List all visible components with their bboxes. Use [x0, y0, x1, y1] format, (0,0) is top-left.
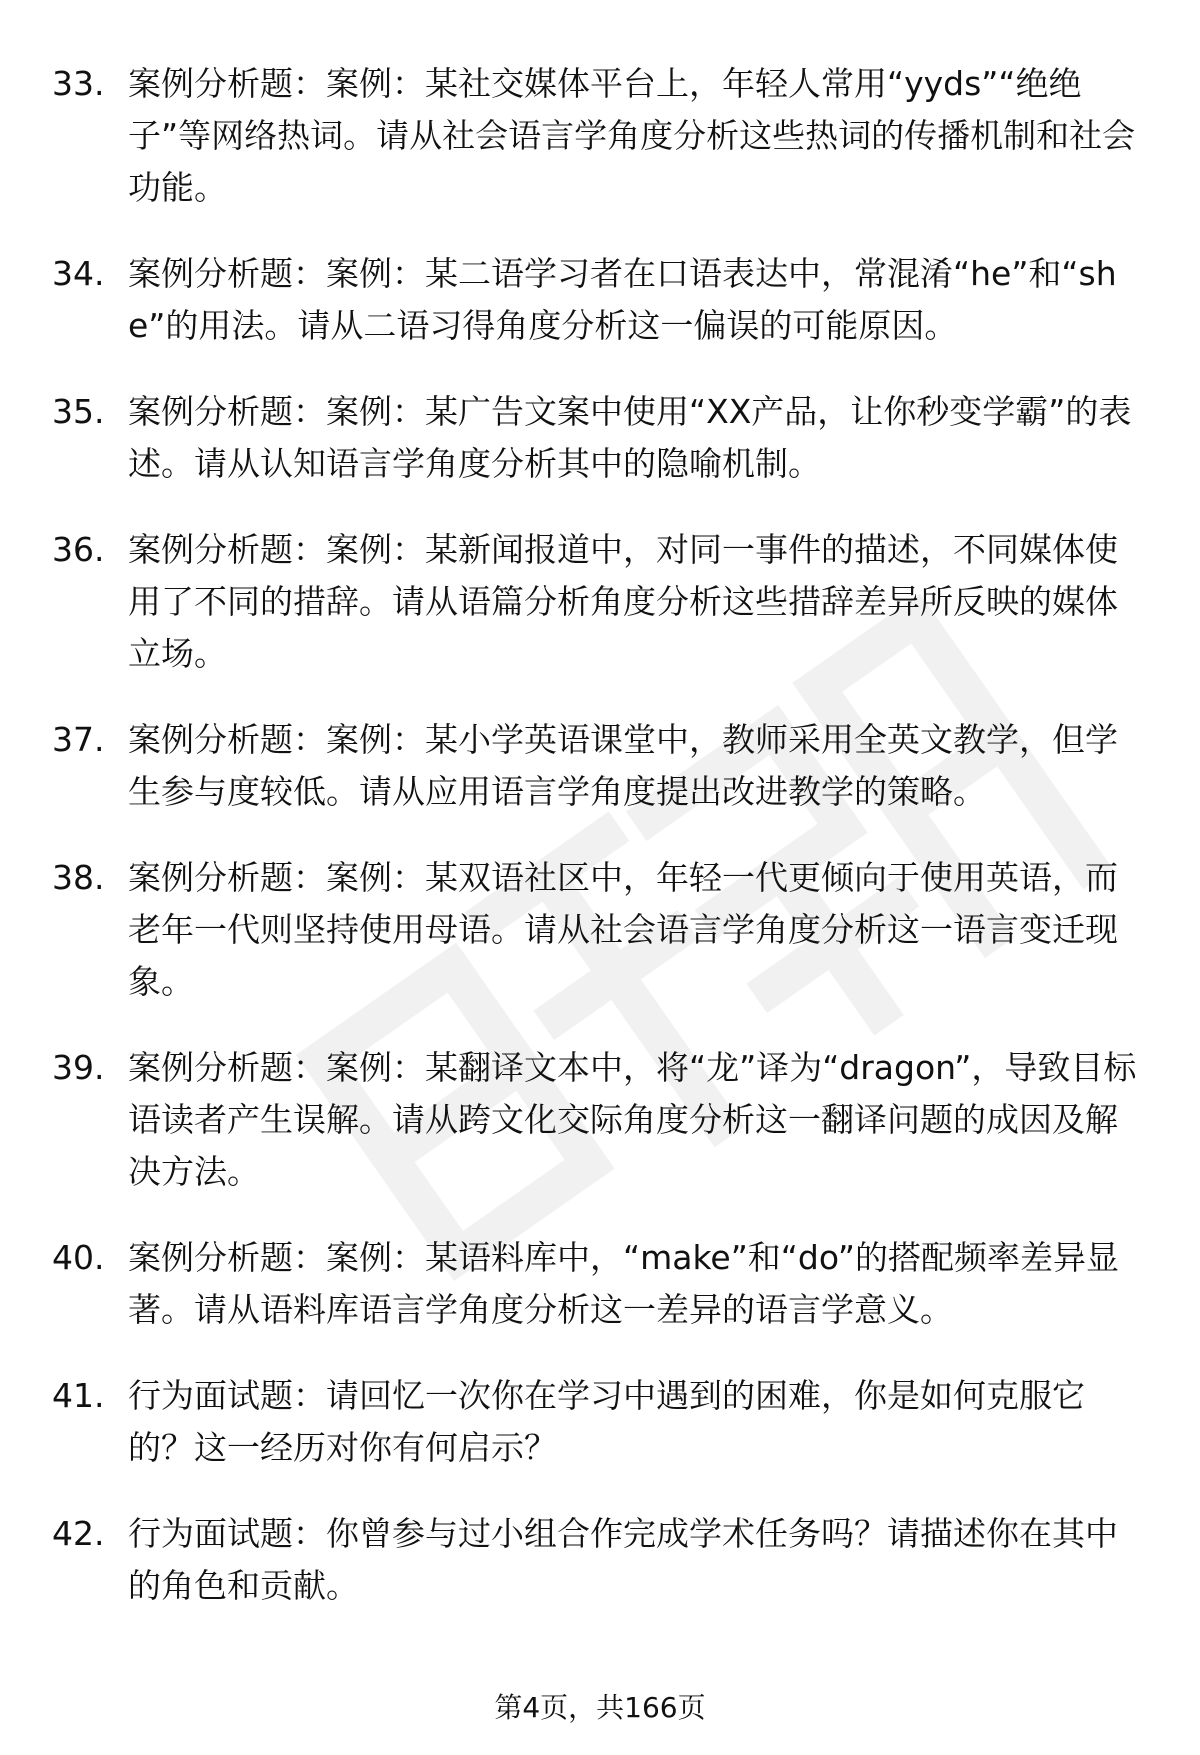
question-item: [52, 714, 1142, 818]
question-number: 39.: [52, 1048, 105, 1087]
question-item: [52, 386, 1142, 490]
question-number: 36.: [52, 530, 105, 569]
question-text: 案例分析题：案例：某双语社区中，年轻一代更倾向于使用英语，而老年一代则坚持使用母语。请从社会语言学角度分析这一语言变迁现象。: [128, 858, 1118, 1001]
question-number: 33.: [52, 64, 105, 103]
page-footer: [0, 1688, 1200, 1728]
question-text: 案例分析题：案例：某新闻报道中，对同一事件的描述，不同媒体使用了不同的措辞。请从语篇分析角度分析这些措辞差异所反映的媒体立场。: [128, 530, 1118, 673]
question-number: 40.: [52, 1238, 105, 1277]
question-item: [52, 1042, 1142, 1198]
question-list: [52, 58, 1142, 1646]
page-number-label: 第4页，共166页: [494, 1691, 706, 1724]
question-number: 37.: [52, 720, 105, 759]
question-number: 35.: [52, 392, 105, 431]
question-item: [52, 58, 1142, 214]
question-number: 34.: [52, 254, 105, 293]
question-text: 案例分析题：案例：某小学英语课堂中，教师采用全英文教学，但学生参与度较低。请从应用语言学角度提出改进教学的策略。: [128, 720, 1118, 811]
question-number: 38.: [52, 858, 105, 897]
question-text: 行为面试题：请回忆一次你在学习中遇到的困难，你是如何克服它的？这一经历对你有何启示？: [128, 1376, 1085, 1467]
question-text: 行为面试题：你曾参与过小组合作完成学术任务吗？请描述你在其中的角色和贡献。: [128, 1514, 1118, 1605]
question-item: [52, 248, 1142, 352]
question-text: 案例分析题：案例：某二语学习者在口语表达中，常混淆“he”和“she”的用法。请从二语习得角度分析这一偏误的可能原因。: [128, 254, 1117, 345]
question-item: [52, 524, 1142, 680]
question-item: [52, 1508, 1142, 1612]
question-text: 案例分析题：案例：某社交媒体平台上，年轻人常用“yyds”“绝绝子”等网络热词。请从社会语言学角度分析这些热词的传播机制和社会功能。: [128, 64, 1136, 207]
question-number: 41.: [52, 1376, 105, 1415]
question-number: 42.: [52, 1514, 105, 1553]
question-text: 案例分析题：案例：某语料库中，“make”和“do”的搭配频率差异显著。请从语料库语言学角度分析这一差异的语言学意义。: [128, 1238, 1119, 1329]
question-item: [52, 1232, 1142, 1336]
question-item: [52, 1370, 1142, 1474]
question-text: 案例分析题：案例：某广告文案中使用“XX产品，让你秒变学霸”的表述。请从认知语言学角度分析其中的隐喻机制。: [128, 392, 1132, 483]
question-item: [52, 852, 1142, 1008]
question-text: 案例分析题：案例：某翻译文本中，将“龙”译为“dragon”，导致目标语读者产生误解。请从跨文化交际角度分析这一翻译问题的成因及解决方法。: [128, 1048, 1137, 1191]
